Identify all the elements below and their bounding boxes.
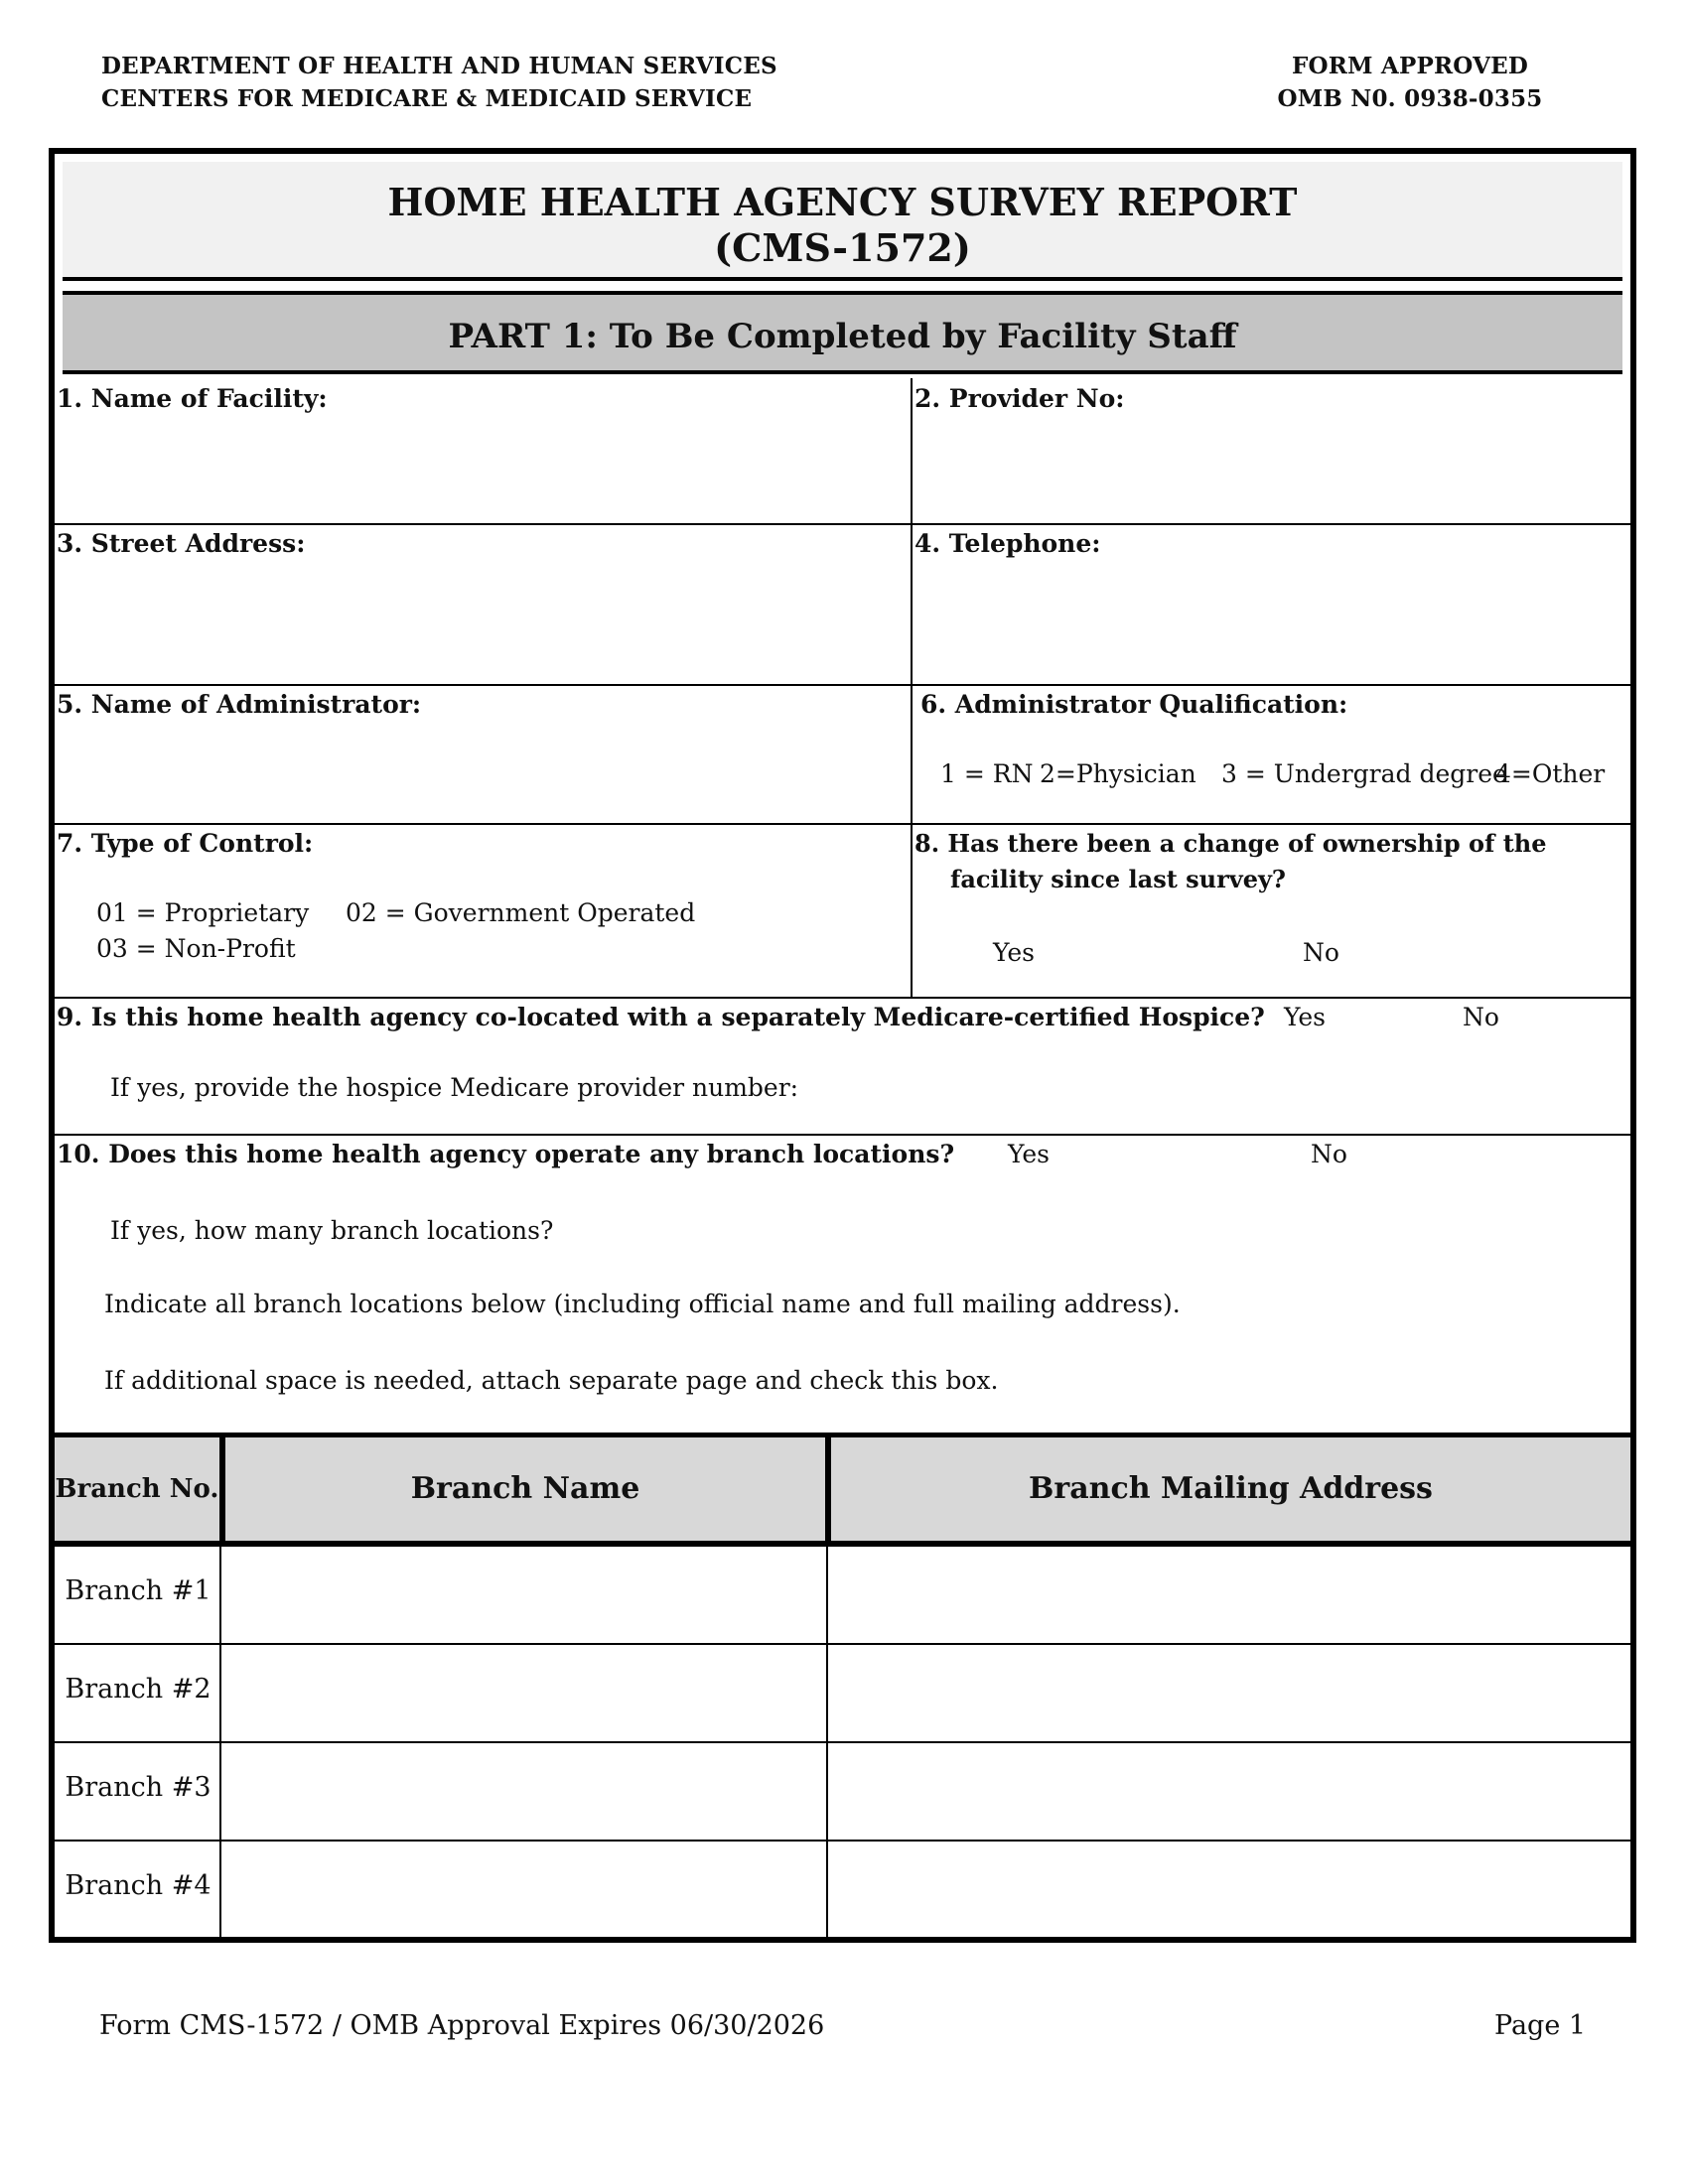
- form-approved-label: FORM APPROVED: [1291, 53, 1529, 79]
- branch-4-name-cell[interactable]: [221, 1842, 826, 1937]
- field-provider-no[interactable]: [913, 378, 1630, 523]
- agency-centers: CENTERS FOR MEDICARE & MEDICAID SERVICE: [101, 85, 753, 112]
- control-option-government[interactable]: 02 = Government Operated: [346, 898, 696, 927]
- facility-name-label: 1. Name of Facility:: [57, 384, 328, 413]
- form-title-line1: HOME HEALTH AGENCY SURVEY REPORT: [387, 180, 1298, 224]
- type-of-control-label: 7. Type of Control:: [57, 829, 314, 858]
- field-telephone[interactable]: [913, 525, 1630, 684]
- street-address-label: 3. Street Address:: [57, 529, 306, 558]
- col-header-branch-name: Branch Name: [225, 1437, 825, 1541]
- form-title: [63, 162, 1622, 281]
- field-branch-locations: [55, 1136, 1630, 1433]
- form-approval-header: [1266, 50, 1554, 115]
- branch-locations-yes[interactable]: Yes: [1008, 1140, 1050, 1168]
- branch-2-address-cell[interactable]: [828, 1645, 1630, 1741]
- branch-row-label: Branch #1: [65, 1575, 211, 1606]
- branch-2-name-cell[interactable]: [221, 1645, 826, 1741]
- admin-qual-option-physician[interactable]: 2=Physician: [1040, 759, 1196, 788]
- branch-list-instruction: Indicate all branch locations below (including official name and full mailing address).: [104, 1290, 1181, 1318]
- form-frame: [49, 148, 1636, 1943]
- admin-qual-option-rn[interactable]: 1 = RN: [940, 759, 1034, 788]
- admin-qual-option-undergrad[interactable]: 3 = Undergrad degree: [1221, 759, 1507, 788]
- hospice-provider-number-prompt[interactable]: If yes, provide the hospice Medicare provider number:: [110, 1073, 799, 1102]
- col-header-branch-address: Branch Mailing Address: [831, 1437, 1630, 1541]
- branch-3-name-cell[interactable]: [221, 1743, 826, 1840]
- omb-number: OMB N0. 0938-0355: [1277, 85, 1543, 112]
- field-street-address[interactable]: [55, 525, 911, 684]
- field-hospice-colocated: [55, 999, 1630, 1134]
- administrator-name-label: 5. Name of Administrator:: [57, 690, 422, 719]
- agency-header: [101, 50, 777, 115]
- form-title-line2: (CMS-1572): [714, 225, 971, 270]
- hospice-colocated-no[interactable]: No: [1463, 1003, 1499, 1031]
- branch-locations-no[interactable]: No: [1311, 1140, 1347, 1168]
- ownership-change-question-line2: facility since last survey?: [950, 865, 1286, 893]
- ownership-change-yes[interactable]: Yes: [993, 938, 1035, 967]
- provider-no-label: 2. Provider No:: [914, 384, 1125, 413]
- branch-count-prompt[interactable]: If yes, how many branch locations?: [110, 1216, 554, 1245]
- hospice-colocated-yes[interactable]: Yes: [1284, 1003, 1326, 1031]
- branch-row-label: Branch #3: [65, 1772, 211, 1803]
- field-type-of-control: [55, 825, 911, 997]
- telephone-label: 4. Telephone:: [914, 529, 1101, 558]
- hospice-colocated-question: 9. Is this home health agency co-located with a separately Medicare-certified Hospice?: [57, 1003, 1265, 1031]
- field-administrator-qualification: [913, 686, 1630, 823]
- field-ownership-change: [913, 825, 1630, 997]
- branch-row-label: Branch #2: [65, 1674, 211, 1705]
- field-administrator-name[interactable]: [55, 686, 911, 823]
- branch-1-address-cell[interactable]: [828, 1547, 1630, 1643]
- part1-heading: PART 1: To Be Completed by Facility Staff: [63, 291, 1622, 374]
- additional-space-checkbox-prompt[interactable]: If additional space is needed, attach separate page and check this box.: [104, 1366, 999, 1395]
- branch-1-name-cell[interactable]: [221, 1547, 826, 1643]
- field-facility-name[interactable]: [55, 378, 911, 523]
- branch-row-label: Branch #4: [65, 1870, 211, 1901]
- ownership-change-question-line1: 8. Has there been a change of ownership of the: [914, 829, 1547, 858]
- footer-page-number: Page 1: [1494, 2010, 1587, 2041]
- ownership-change-no[interactable]: No: [1303, 938, 1339, 967]
- col-header-branch-no: Branch No.: [55, 1437, 219, 1541]
- admin-qual-option-other[interactable]: 4=Other: [1495, 759, 1606, 788]
- branch-4-address-cell[interactable]: [828, 1842, 1630, 1937]
- admin-qualification-label: 6. Administrator Qualification:: [920, 690, 1348, 719]
- footer-form-info: Form CMS-1572 / OMB Approval Expires 06/30/2026: [99, 2010, 825, 2041]
- control-option-nonprofit[interactable]: 03 = Non-Profit: [96, 934, 296, 963]
- agency-department: DEPARTMENT OF HEALTH AND HUMAN SERVICES: [101, 53, 777, 79]
- branch-3-address-cell[interactable]: [828, 1743, 1630, 1840]
- control-option-proprietary[interactable]: 01 = Proprietary: [96, 898, 310, 927]
- branch-locations-question: 10. Does this home health agency operate any branch locations?: [57, 1140, 955, 1168]
